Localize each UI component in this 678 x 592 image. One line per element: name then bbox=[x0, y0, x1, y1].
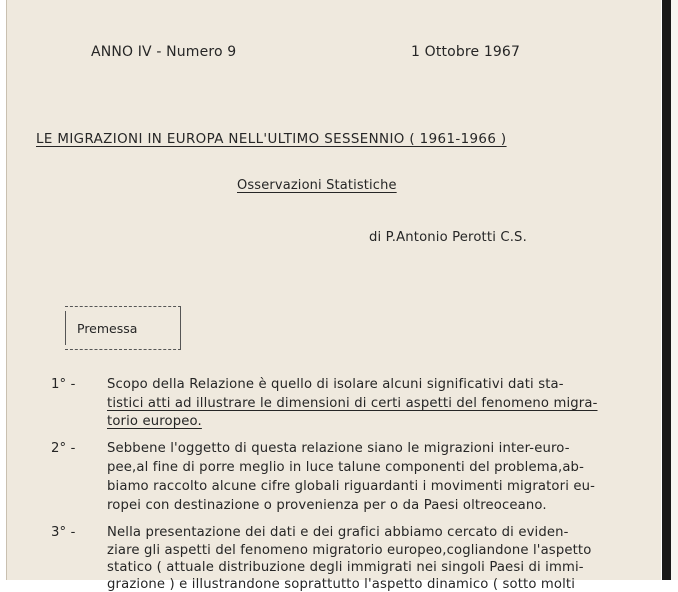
point-line-text: Scopo della Relazione è quello di isolare alcuni significativi dati sta- bbox=[107, 377, 564, 392]
issue-number: ANNO IV - Numero 9 bbox=[91, 44, 237, 60]
point-line: torio europeo. bbox=[107, 414, 202, 429]
point-line: Nella presentazione dei dati e dei grafici abbiamo cercato di eviden- bbox=[107, 525, 569, 540]
point-line: biamo raccolto alcune cifre globali riguardanti i movimenti migratori eu- bbox=[107, 479, 596, 494]
point-line: pee,al fine di porre meglio in luce talune componenti del problema,ab- bbox=[107, 460, 584, 475]
issue-date: 1 Ottobre 1967 bbox=[411, 44, 521, 60]
scan-margin bbox=[671, 0, 678, 580]
point-line: tistici atti ad illustrare le dimensioni di certi aspetti del fenomeno migra- bbox=[107, 396, 598, 411]
point-line: ropei con destinazione o provenienza per o da Paesi oltreoceano. bbox=[107, 498, 547, 513]
author-line: di P.Antonio Perotti C.S. bbox=[369, 230, 527, 245]
point-number: 1° - bbox=[51, 377, 76, 392]
point-number: 3° - bbox=[51, 525, 76, 540]
scan-edge-shadow bbox=[662, 0, 671, 580]
section-box bbox=[65, 306, 181, 350]
point-line: grazione ) e illustrandone soprattutto l'aspetto dinamico ( sotto molti bbox=[107, 577, 576, 592]
point-line bbox=[107, 377, 564, 392]
section-box-label: Premessa bbox=[77, 321, 138, 336]
document-page bbox=[6, 0, 661, 592]
point-number: 2° - bbox=[51, 441, 76, 456]
document-subtitle: Osservazioni Statistiche bbox=[237, 178, 397, 193]
point-line: Sebbene l'oggetto di questa relazione siano le migrazioni inter-euro- bbox=[107, 441, 570, 456]
point-line: statico ( attuale distribuzione degli immigrati nei singoli Paesi di immi- bbox=[107, 560, 584, 575]
point-line: ziare gli aspetti del fenomeno migratorio europeo,cogliandone l'aspetto bbox=[107, 543, 592, 558]
document-title: LE MIGRAZIONI IN EUROPA NELL'ULTIMO SESSENNIO ( 1961-1966 ) bbox=[36, 132, 507, 147]
